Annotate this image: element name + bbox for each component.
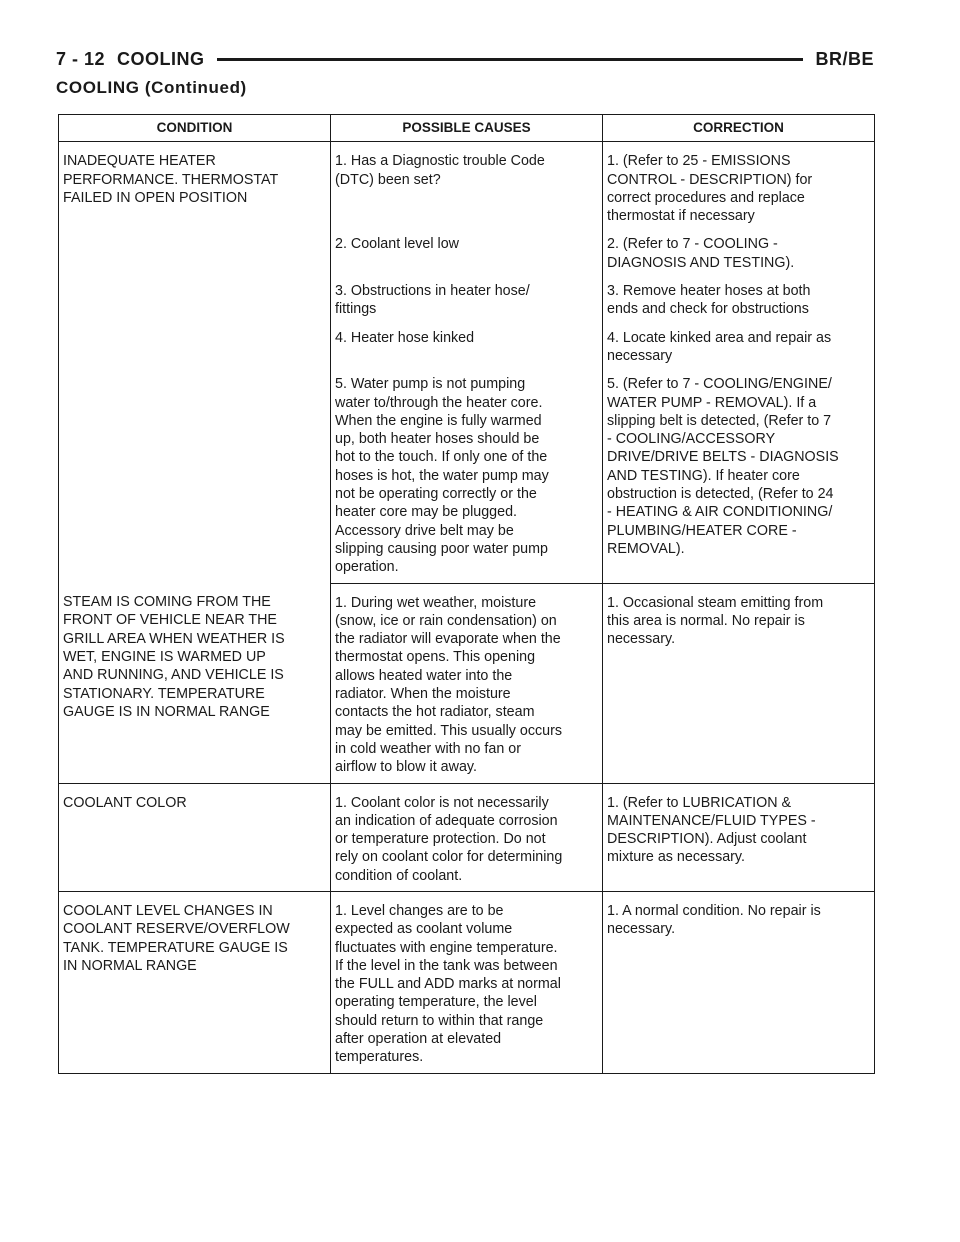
diagnosis-table xyxy=(58,114,875,1074)
table-row xyxy=(59,783,875,891)
model-code: BR/BE xyxy=(815,48,874,69)
page-header xyxy=(56,44,874,74)
column-header-correction: CORRECTION xyxy=(603,115,875,142)
condition-cell: COOLANT LEVEL CHANGES IN COOLANT RESERVE/OVERFLOW TANK. TEMPERATURE GAUGE IS IN NORMAL RANGE xyxy=(59,891,331,1073)
cause-cell: 1. Coolant color is not necessarily an indication of adequate corrosion or temperature protection. Do not rely on coolant color for determining condition of coolant. xyxy=(331,783,603,891)
correction-cell: 1. (Refer to LUBRICATION & MAINTENANCE/FLUID TYPES - DESCRIPTION). Adjust coolant mixture as necessary. xyxy=(603,783,875,891)
correction-cell: 1. Occasional steam emitting from this area is normal. No repair is necessary. xyxy=(603,583,875,783)
column-header-condition: CONDITION xyxy=(59,115,331,142)
cause-cell: 2. Coolant level low xyxy=(331,233,603,280)
condition-cell: STEAM IS COMING FROM THE FRONT OF VEHICLE NEAR THE GRILL AREA WHEN WEATHER IS WET, ENGINE IS WARMED UP AND RUNNING, AND VEHICLE IS STATIONARY. TEMPERATURE GAUGE IS IN NORMAL RANGE xyxy=(59,583,331,783)
section-subtitle: COOLING (Continued) xyxy=(56,78,247,97)
cause-cell: 5. Water pump is not pumping water to/through the heater core. When the engine is fully warmed up, both heater hoses should be hot to the touch. If only one of the hoses is hot, the water pump may not be operating correctly or the heater core may be plugged. Accessory drive belt may be slipping causing poor water pump operation. xyxy=(331,373,603,583)
header-rule xyxy=(217,58,804,61)
column-header-causes: POSSIBLE CAUSES xyxy=(331,115,603,142)
correction-cell: 1. A normal condition. No repair is necessary. xyxy=(603,891,875,1073)
correction-cell: 3. Remove heater hoses at both ends and check for obstructions xyxy=(603,280,875,327)
cause-cell: 1. Level changes are to be expected as coolant volume fluctuates with engine temperature. If the level in the tank was between the FULL and ADD marks at normal operating temperature, the level should return to within that range after operation at elevated temperatures. xyxy=(331,891,603,1073)
correction-cell: 5. (Refer to 7 - COOLING/ENGINE/ WATER PUMP - REMOVAL). If a slipping belt is detected, (Refer to 7 - COOLING/ACCESSORY DRIVE/DRIVE BELTS - DIAGNOSIS AND TESTING). If heater core obstruction is detected, (Refer to 24 - HEATING & AIR CONDITIONING/ PLUMBING/HEATER CORE - REMOVAL). xyxy=(603,373,875,583)
chapter-title: COOLING xyxy=(117,48,205,69)
condition-cell: INADEQUATE HEATER PERFORMANCE. THERMOSTAT FAILED IN OPEN POSITION xyxy=(59,142,331,583)
cause-cell: 1. During wet weather, moisture (snow, ice or rain condensation) on the radiator will evaporate when the thermostat opens. This opening allows heated water into the radiator. When the moisture contacts the hot radiator, steam may be emitted. This usually occurs in cold weather with no fan or airflow to blow it away. xyxy=(331,583,603,783)
page-number: 7 - 12 xyxy=(56,48,106,69)
table-row xyxy=(59,583,875,783)
correction-cell: 2. (Refer to 7 - COOLING - DIAGNOSIS AND TESTING). xyxy=(603,233,875,280)
correction-cell: 4. Locate kinked area and repair as necessary xyxy=(603,327,875,374)
condition-cell: COOLANT COLOR xyxy=(59,783,331,891)
cause-cell: 3. Obstructions in heater hose/ fittings xyxy=(331,280,603,327)
cause-cell: 1. Has a Diagnostic trouble Code (DTC) been set? xyxy=(331,142,603,234)
correction-cell: 1. (Refer to 25 - EMISSIONS CONTROL - DESCRIPTION) for correct procedures and replace thermostat if necessary xyxy=(603,142,875,234)
table-row xyxy=(59,891,875,1073)
table-header-row xyxy=(59,115,875,142)
cause-cell: 4. Heater hose kinked xyxy=(331,327,603,374)
table-row xyxy=(59,142,875,234)
